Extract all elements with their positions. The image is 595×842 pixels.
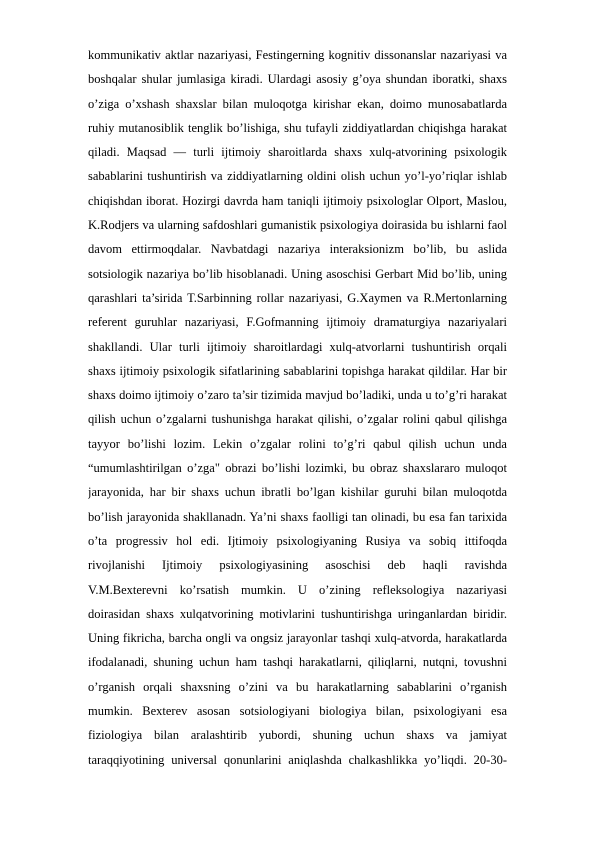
text-line: shaxs ijtimoiy psixologik sifatlarining sabablarini topishga harakat qildilar. Har bir — [88, 363, 507, 378]
text-line: ifodalanadi, shuning uchun ham tashqi harakatlarni, qiliqlarni, nutqni, tovushni — [88, 655, 507, 670]
text-line: Uning fikricha, barcha ongli va ongsiz jarayonlar tashqi xulq-atvorda, harakatlarda — [88, 631, 507, 646]
text-line: doirasidan shaxs xulqatvorining motivlarini tushuntirishga uringanlardan biridir. — [88, 606, 507, 621]
text-line: K.Rodjers va ularning safdoshlari gumanistik psixologiya doirasida bu ishlarni faol — [88, 218, 507, 233]
text-line: mumkin. Bexterev asosan sotsiologiyani biologiya bilan, psixologiyani esa — [88, 704, 507, 719]
text-line: davom ettirmoqdalar. Navbatdagi nazariya interaksionizm bo’lib, bu aslida — [88, 242, 507, 257]
text-line: boshqalar shular jumlasiga kiradi. Ulardagi asosiy g’oya shundan iboratki, shaxs — [88, 72, 507, 87]
text-line: o’rganish orqali shaxsning o’zini va bu harakatlarning sabablarini o’rganish — [88, 679, 507, 694]
text-line: ruhiy mutanosiblik tenglik bo’lishiga, shu tufayli ziddiyatlardan chiqishga harakat — [88, 120, 507, 135]
body-text — [88, 43, 507, 772]
text-line: sabablarini tushuntirish va ziddiyatlarning oldini olish uchun yo’l-yo’riqlar ishlab — [88, 169, 507, 184]
text-line: bo’lish jarayonida shakllanadn. Ya’ni shaxs faolligi tan olinadi, bu esa fan tarixida — [88, 509, 507, 524]
text-line: jarayonida, har bir shaxs uchun ibratli bo’lgan kishilar guruhi bilan muloqotda — [88, 485, 507, 500]
text-line: o’ziga o’xshash shaxslar bilan muloqotga kirishar ekan, doimo munosabatlarda — [88, 96, 507, 111]
text-line: sotsiologik nazariya bo’lib hisoblanadi. Uning asoschisi Gerbart Mid bo’lib, uning — [88, 266, 507, 281]
text-line: “umumlashtirilgan o’zga" obrazi bo’lishi lozimki, bu obraz shaxslararo muloqot — [88, 461, 507, 476]
text-line: kommunikativ aktlar nazariyasi, Festingerning kognitiv dissonanslar nazariyasi va — [88, 48, 507, 62]
text-line: V.M.Bexterevni ko’rsatish mumkin. U o’zining refleksologiya nazariyasi — [88, 582, 507, 597]
text-line: qarashlari ta’sirida T.Sarbinning rollar nazariyasi, G.Xaymen va R.Mertonlarning — [88, 290, 507, 305]
text-line: shaxs doimo ijtimoiy o’zaro ta’sir tizimida mavjud bo’ladiki, unda u to’g’ri harakat — [88, 388, 507, 403]
text-line: rivojlanishi Ijtimoiy psixologiyasining asoschisi deb haqli ravishda — [88, 558, 507, 573]
text-line: o’ta progressiv hol edi. Ijtimoiy psixologiyaning Rusiya va sobiq ittifoqda — [88, 533, 507, 548]
text-line: shakllandi. Ular turli ijtimoiy sharoitlardagi xulq-atvorlarni tushuntirish orqali — [88, 339, 507, 354]
text-line: tayyor bo’lishi lozim. Lekin o’zgalar rolini to’g’ri qabul qilish uchun unda — [88, 436, 507, 451]
text-line: referent guruhlar nazariyasi, F.Gofmanning ijtimoiy dramaturgiya nazariyalari — [88, 315, 507, 330]
text-line: fiziologiya bilan aralashtirib yubordi, shuning uchun shaxs va jamiyat — [88, 728, 507, 743]
text-line: qilish uchun o’zgalarni tushunishga harakat qilishi, o’zgalar rolini qabul qilishga — [88, 412, 507, 427]
text-line: qiladi. Maqsad — turli ijtimoiy sharoitlarda shaxs xulq-atvorining psixologik — [88, 145, 507, 160]
text-line: chiqishdan iborat. Hozirgi davrda ham taniqli ijtimoiy psixologlar Olport, Maslou, — [88, 193, 507, 208]
text-line: taraqqiyotining universal qonunlarini aniqlashda chalkashlikka yo’liqdi. 20-30- — [88, 752, 507, 767]
